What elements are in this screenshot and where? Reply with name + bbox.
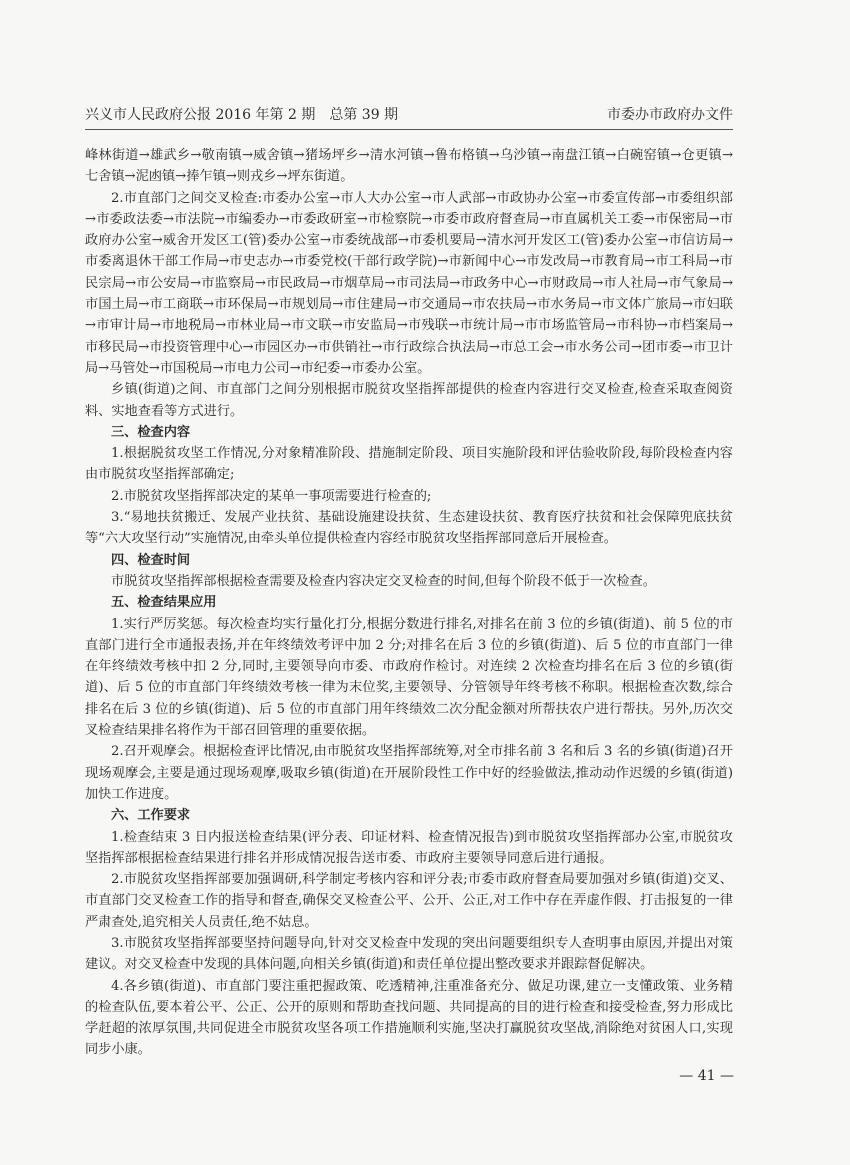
publication-title: 兴义市人民政府公报 2016 年第 2 期 总第 39 期 xyxy=(85,107,399,123)
paragraph: 乡镇(街道)之间、市直部门之间分别根据市脱贫攻坚指挥部提供的检查内容进行交叉检查,检查采取查阅资料、实地查看等方式进行。 xyxy=(85,382,733,419)
page-header xyxy=(85,103,733,130)
paragraph: 3.市脱贫攻坚指挥部要坚持问题导向,针对交叉检查中发现的突出问题要组织专人查明事由原因,并提出对策建议。对交叉检查中发现的具体问题,向相关乡镇(街道)和责任单位提出整改要求并跟踪督促解决。 xyxy=(85,935,733,973)
paragraph: 峰林街道→雄武乡→敬南镇→威舍镇→猪场坪乡→清水河镇→鲁布格镇→乌沙镇→南盘江镇→白碗窑镇→仓更镇→七舍镇→泥凼镇→捧乍镇→则戎乡→坪东街道。 xyxy=(85,148,733,185)
section-heading: 六、工作要求 xyxy=(111,808,191,824)
document-body xyxy=(85,145,733,1061)
section-heading: 五、检查结果应用 xyxy=(111,595,217,611)
page-number: — 41 — xyxy=(679,1068,734,1084)
paragraph: 4.各乡镇(街道)、市直部门要注重把握政策、吃透精神,注重准备充分、做足功课,建立一支懂政策、业务精的检查队伍,要本着公平、公正、公开的原则和帮助查找问题、共同提高的目的进行检查和接受检查,努力形成比学赶超的浓厚氛围,共同促进全市脱贫攻坚各项工作措施顺利实施,坚决打赢脱贫攻坚战,消除绝对贫困人口,实现同步小康。 xyxy=(85,978,733,1058)
paragraph: 2.市直部门之间交叉检查:市委办公室→市人大办公室→市人武部→市政协办公室→市委宣传部→市委组织部→市委政法委→市法院→市编委办→市委政研室→市检察院→市委市政府督查局→市直属机关工委→市保密局→市政府办公室→威舍开发区工(管)委办公室→市委统战部→市委机要局→清水河开发区工(管)委办公室→市信访局→市委离退休干部工作局→市史志办→市委党校(干部行政学院)→市新闻中心→市发改局→市教育局→市工科局→市民宗局→市公安局→市监察局→市民政局→市烟草局→市司法局→市政务中心→市财政局→市人社局→市气象局→市国土局→市工商联→市环保局→市规划局→市住建局→市交通局→市农扶局→市水务局→市文体广旅局→市妇联→市审计局→市地税局→市林业局→市文联→市安监局→市残联→市统计局→市市场监管局→市科协→市档案局→市移民局→市投资管理中心→市园区办→市供销社→市行政综合执法局→市总工会→市水务公司→团市委→市卫计局→马管处→市国税局→市电力公司→市纪委→市委办公室。 xyxy=(85,190,733,376)
section-heading: 四、检查时间 xyxy=(111,552,191,568)
paragraph: 1.检查结束 3 日内报送检查结果(评分表、印证材料、检查情况报告)到市脱贫攻坚指挥部办公室,市脱贫攻坚指挥部根据检查结果进行排名并形成情况报告送市委、市政府主要领导同意后进行通报。 xyxy=(85,829,733,866)
paragraph: 2.召开观摩会。根据检查评比情况,由市脱贫攻坚指挥部统筹,对全市排名前 3 名和后 3 名的乡镇(街道)召开现场观摩会,主要是通过现场观摩,吸取乡镇(街道)在开展阶段性工作中好的经验做法,推动动作迟缓的乡镇(街道)加快工作进度。 xyxy=(85,744,733,802)
paragraph: 1.根据脱贫攻坚工作情况,分对象精准阶段、措施制定阶段、项目实施阶段和评估验收阶段,每阶段检查内容由市脱贫攻坚指挥部确定; xyxy=(85,446,733,483)
paragraph: 1.实行严厉奖惩。每次检查均实行量化打分,根据分数进行排名,对排名在前 3 位的乡镇(街道)、前 5 位的市直部门进行全市通报表扬,并在年终绩效考评中加 2 分;对排名在后 3 位的乡镇(街道)、后 5 位的市直部门一律在年终绩效考核中扣 2 分,同时,主要领导向市委、市政府作检讨。对连续 2 次检查均排名在后 3 位的乡镇(街道)、后 5 位的市直部门年终绩效考核一律为末位奖,主要领导、分管领导年终考核不称职。根据检查次数,综合排名在后 3 位的乡镇(街道)、后 5 位的市直部门用年终绩效二次分配金额对所帮扶农户进行帮扶。另外,历次交叉检查结果排名将作为干部召回管理的重要依据。 xyxy=(85,616,733,739)
paragraph: 2.市脱贫攻坚指挥部要加强调研,科学制定考核内容和评分表;市委市政府督查局要加强对乡镇(街道)交叉、市直部门交叉检查工作的指导和督查,确保交叉检查公平、公开、公正,对工作中存在弄虚作假、打击报复的一律严肃查处,追究相关人员责任,绝不姑息。 xyxy=(85,872,733,930)
paragraph: 2.市脱贫攻坚指挥部决定的某单一事项需要进行检查的; xyxy=(111,488,432,504)
paragraph: 3.“易地扶贫搬迁、发展产业扶贫、基础设施建设扶贫、生态建设扶贫、教育医疗扶贫和社会保障兜底扶贫等“六大攻坚行动”实施情况,由牵头单位提供检查内容经市脱贫攻坚指挥部同意后开展检查。 xyxy=(85,510,733,547)
paragraph: 市脱贫攻坚指挥部根据检查需要及检查内容决定交叉检查的时间,但每个阶段不低于一次检查。 xyxy=(111,573,656,589)
section-heading: 三、检查内容 xyxy=(111,424,191,440)
section-title: 市委办市政府办文件 xyxy=(607,107,733,123)
